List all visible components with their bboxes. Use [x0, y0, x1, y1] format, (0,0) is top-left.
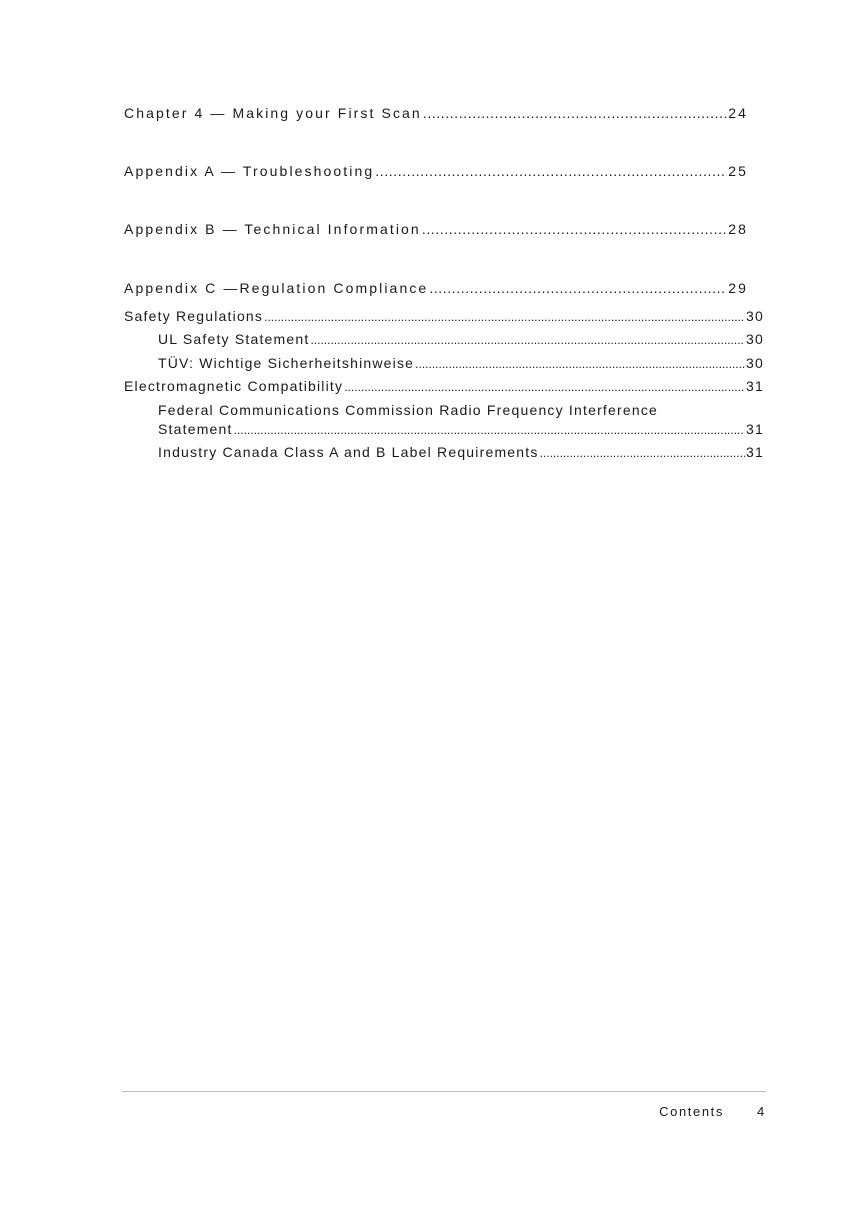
toc-entry-title: UL Safety Statement	[158, 331, 310, 347]
dot-leader	[310, 333, 745, 347]
toc-entry-title: Industry Canada Class A and B Label Requirements	[158, 444, 539, 460]
toc-entry-electromagnetic-compatibility[interactable]	[124, 378, 764, 398]
dot-leader	[344, 380, 745, 394]
toc-entry-title: Appendix C —Regulation Compliance	[124, 280, 429, 296]
dot-leader	[375, 163, 727, 179]
toc-entry-appendix-b[interactable]	[124, 221, 748, 241]
toc-entry-title: Chapter 4 — Making your First Scan	[124, 105, 422, 121]
dot-leader	[234, 423, 745, 437]
toc-entry-title: Electromagnetic Compatibility	[124, 378, 344, 394]
toc-entry-appendix-a[interactable]	[124, 163, 748, 183]
toc-entry-safety-regulations[interactable]	[124, 308, 764, 328]
toc-entry-fcc-title-line1[interactable]: Federal Communications Commission Radio Frequency Interference	[158, 402, 659, 418]
toc-entry-page: 31	[746, 378, 764, 394]
toc-entry-title: TÜV: Wichtige Sicherheitshinweise	[158, 355, 415, 371]
toc-entry-page: 31	[746, 421, 764, 437]
dot-leader	[415, 357, 745, 371]
dot-leader	[423, 105, 727, 121]
toc-entry-page: 28	[728, 221, 748, 237]
footer-section-label: Contents	[659, 1104, 724, 1119]
toc-entry-ul-safety-statement[interactable]	[158, 331, 764, 351]
dot-leader	[540, 446, 745, 460]
toc-entry-title: Appendix B — Technical Information	[124, 221, 421, 237]
toc-entry-industry-canada[interactable]	[158, 444, 764, 464]
toc-entry-title: Safety Regulations	[124, 308, 264, 324]
toc-entry-page: 25	[728, 163, 748, 179]
dot-leader	[422, 221, 727, 237]
toc-entry-page: 30	[746, 355, 764, 371]
dot-leader	[429, 280, 727, 296]
toc-entry-page: 24	[728, 105, 748, 121]
toc-entry-tuv[interactable]	[158, 355, 764, 375]
toc-entry-page: 30	[746, 331, 764, 347]
toc-entry-page: 29	[728, 280, 748, 296]
toc-entry-title: Statement	[158, 421, 233, 437]
toc-entry-page: 31	[746, 444, 764, 460]
toc-entry-fcc[interactable]	[158, 421, 764, 441]
footer-page-number: 4	[757, 1104, 765, 1119]
toc-entry-page: 30	[746, 308, 764, 324]
toc-entry-appendix-c[interactable]	[124, 280, 748, 300]
toc-entry-title: Appendix A — Troubleshooting	[124, 163, 375, 179]
dot-leader	[264, 310, 745, 324]
toc-entry-chapter-4[interactable]	[124, 105, 748, 125]
footer-divider	[122, 1091, 766, 1092]
